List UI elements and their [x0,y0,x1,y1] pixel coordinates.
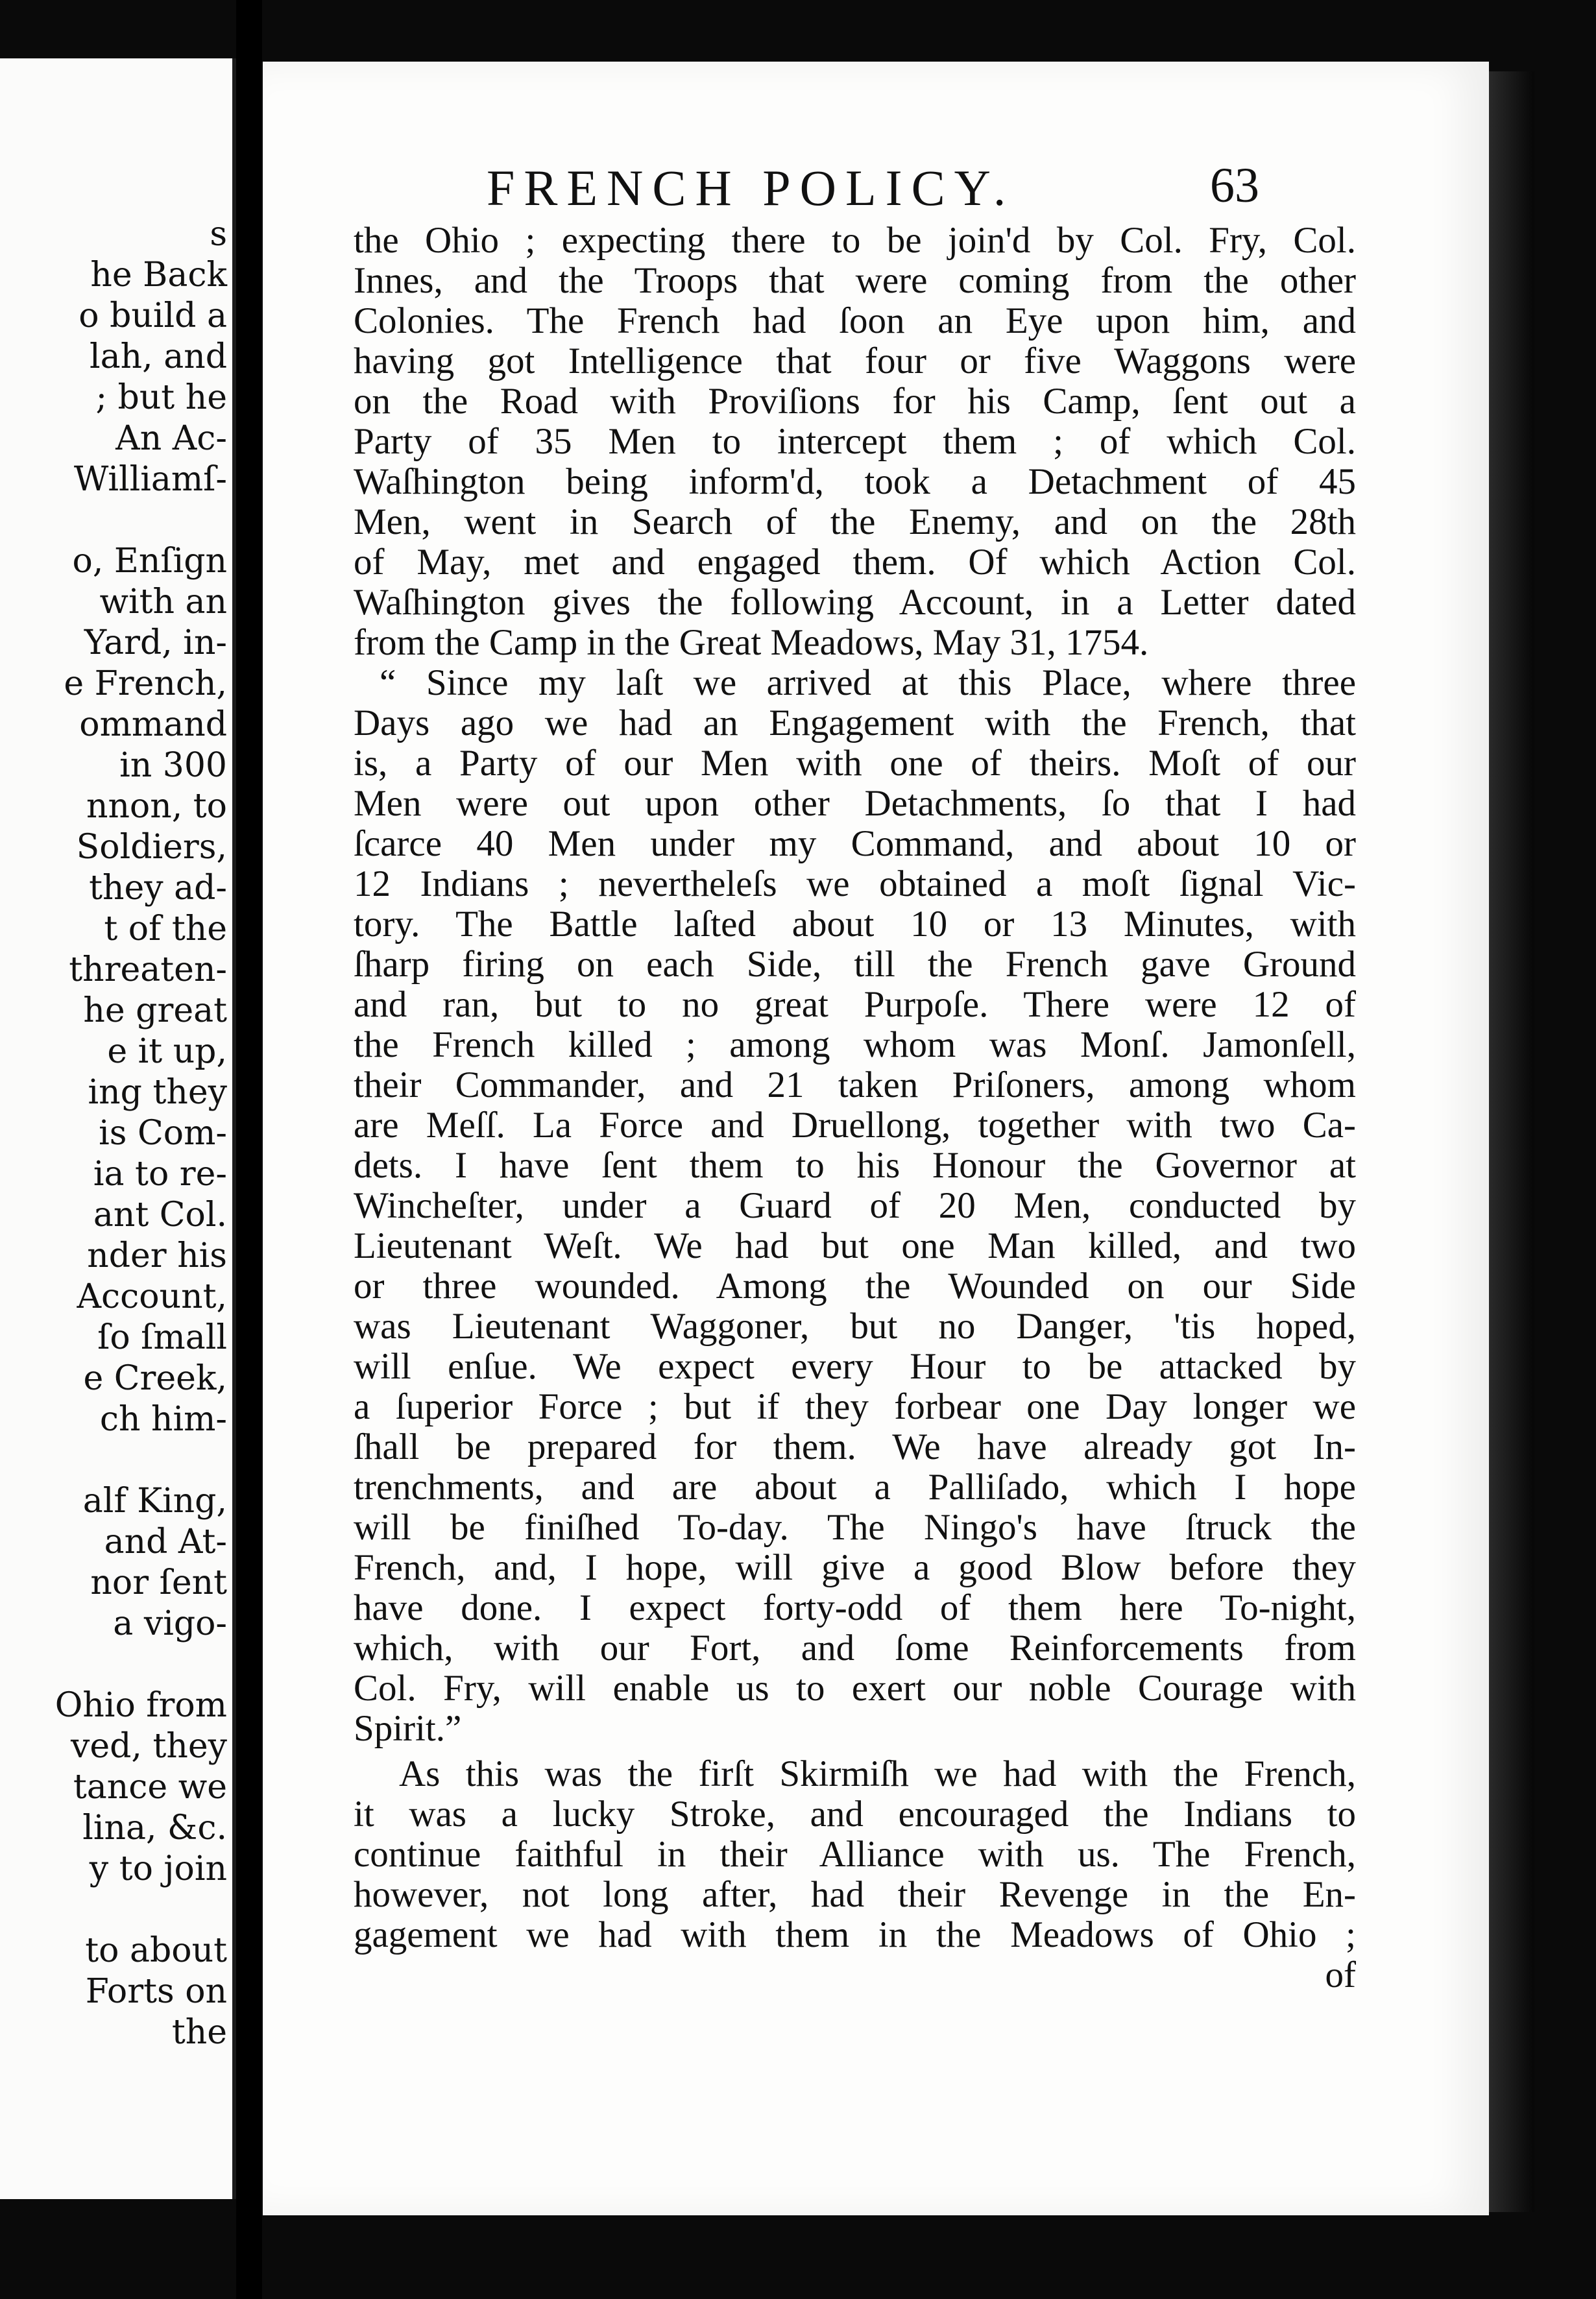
text-line: ſcarce 40 Men under my Command, and about 10 or [354,823,1356,864]
page-edge [1489,71,1534,2212]
facing-page-line: Forts on [85,1972,227,2011]
facing-page-line: nor ſent [90,1563,227,1602]
text-line: the Ohio ; expecting there to be join'd by Col. Fry, Col. [354,220,1356,261]
text-line: however, not long after, had their Revenge in the En- [354,1874,1356,1915]
facing-page-line: t of the [104,909,227,948]
text-line: Colonies. The French had ſoon an Eye upon him, and [354,300,1356,341]
facing-page-line: ved, they [70,1727,227,1766]
facing-page-line: e Creek, [83,1359,227,1398]
text-line: ſhall be prepared for them. We have already got In- [354,1426,1356,1467]
facing-page-line: ing they [88,1073,227,1112]
facing-page-line: Yard, in- [84,623,227,662]
text-line: Men were out upon other Detachments, ſo that I had [354,783,1356,824]
text-line: will enſue. We expect every Hour to be attacked by [354,1346,1356,1387]
text-line: or three wounded. Among the Wounded on our Side [354,1266,1356,1306]
facing-page-line: ia to re- [93,1155,227,1194]
facing-page-line: ſo ſmall [97,1318,227,1357]
facing-page-line: is Com- [99,1114,227,1153]
text-line: having got Intelligence that four or five Waggons were [354,341,1356,381]
facing-page-line: lina, &c. [82,1809,227,1848]
facing-page-line: Account, [77,1277,227,1316]
text-line: gagement we had with them in the Meadows of Ohio ; [354,1914,1356,1955]
text-line: of May, met and engaged them. Of which Action Col. [354,542,1356,583]
text-line: and ran, but to no great Purpoſe. There were 12 of [354,984,1356,1025]
text-line: their Commander, and 21 taken Priſoners, among whom [354,1065,1356,1105]
facing-page-line: Soldiers, [76,828,227,867]
facing-page-text [0,214,227,2053]
facing-page-line [0,1440,227,1481]
facing-page-line: threaten- [69,950,227,989]
facing-page-line: ant Col. [93,1196,227,1234]
facing-page-line: s [210,215,227,254]
text-line: Party of 35 Men to intercept them ; of which Col. [354,421,1356,462]
text-line: “ Since my laſt we arrived at this Place, where three [380,662,1356,703]
facing-page-line: ; but he [95,378,227,417]
facing-page-line: y to join [89,1849,227,1888]
text-line: Col. Fry, will enable us to exert our noble Courage with [354,1668,1356,1709]
text-line: Wincheſter, under a Guard of 20 Men, conducted by [354,1185,1356,1226]
text-line: Men, went in Search of the Enemy, and on the 28th [354,501,1356,542]
text-line: Spirit.” [354,1708,462,1749]
facing-page-line: Ohio from [54,1686,227,1725]
facing-page-line: lah, and [90,337,227,376]
text-line: are Meſſ. La Force and Druellong, together with two Ca- [354,1105,1356,1146]
text-line: Days ago we had an Engagement with the French, that [354,703,1356,743]
text-line: on the Road with Proviſions for his Camp, ſent out a [354,381,1356,422]
running-title: FRENCH POLICY. [487,160,1015,216]
text-line: ſharp firing on each Side, till the French gave Ground [354,944,1356,985]
facing-page-line [0,1644,227,1685]
facing-page-line: nder his [87,1236,227,1275]
text-line: 12 Indians ; nevertheleſs we obtained a moſt ſignal Vic- [354,863,1356,904]
body-text [354,221,1356,1995]
facing-page-line: they ad- [89,869,227,908]
facing-page-line: o, Enſign [72,542,227,581]
facing-page-left [0,58,236,2199]
facing-page-line: Williamſ- [73,460,227,499]
facing-page-line: a vigo- [113,1604,227,1643]
facing-page-line: with an [99,583,227,621]
text-line: will be finiſhed To-day. The Ningo's have ſtruck the [354,1507,1356,1548]
facing-page-line [0,500,227,541]
facing-page-line: he Back [90,256,227,295]
text-line: continue faithful in their Alliance with us. The French, [354,1834,1356,1875]
facing-page-line: ommand [79,705,227,744]
facing-page-line: tance we [73,1768,227,1807]
text-line: Lieutenant Weſt. We had but one Man killed, and two [354,1225,1356,1266]
facing-page-line: he great [83,991,227,1030]
book-page [263,62,1489,2215]
facing-page-line: e French, [64,664,227,703]
text-line: from the Camp in the Great Meadows, May 31, 1754. [354,622,1149,663]
facing-page-line: o build a [79,296,227,335]
text-line: a ſuperior Force ; but if they forbear one Day longer we [354,1386,1356,1427]
text-line: the French killed ; among whom was Monſ. Jamonſell, [354,1024,1356,1065]
facing-page-line: An Ac- [115,419,227,458]
text-line: Waſhington being inform'd, took a Detachment of 45 [354,461,1356,502]
facing-page-line: nnon, to [86,787,227,826]
facing-page-line: ch him- [99,1400,227,1439]
text-line: which, with our Fort, and ſome Reinforcements from [354,1628,1356,1668]
text-line: As this was the firſt Skirmiſh we had with the French, [399,1753,1356,1794]
text-line: is, a Party of our Men with one of theirs. Moſt of our [354,743,1356,784]
facing-page-line: to about [85,1931,227,1970]
text-line: tory. The Battle laſted about 10 or 13 Minutes, with [354,904,1356,945]
text-line: have done. I expect forty-odd of them here To-night, [354,1587,1356,1628]
facing-page-line: in 300 [119,746,227,785]
text-line: dets. I have ſent them to his Honour the Governor at [354,1145,1356,1186]
facing-page-line: e it up, [107,1032,227,1071]
text-line: French, and, I hope, will give a good Blow before they [354,1547,1356,1588]
book-gutter [236,0,262,2299]
text-line: it was a lucky Stroke, and encouraged the Indians to [354,1794,1356,1835]
facing-page-line: alf King, [82,1482,227,1521]
page-number: 63 [1210,158,1259,213]
facing-page-line: the [171,2013,227,2052]
facing-page-line: and At- [104,1523,227,1561]
text-line: was Lieutenant Waggoner, but no Danger, 'tis hoped, [354,1306,1356,1347]
facing-page-line [0,1890,227,1931]
catchword: of [1325,1955,1356,1995]
text-line: trenchments, and are about a Palliſado, which I hope [354,1467,1356,1508]
text-line: Innes, and the Troops that were coming from the other [354,260,1356,301]
text-line: Waſhington gives the following Account, in a Letter dated [354,582,1356,623]
